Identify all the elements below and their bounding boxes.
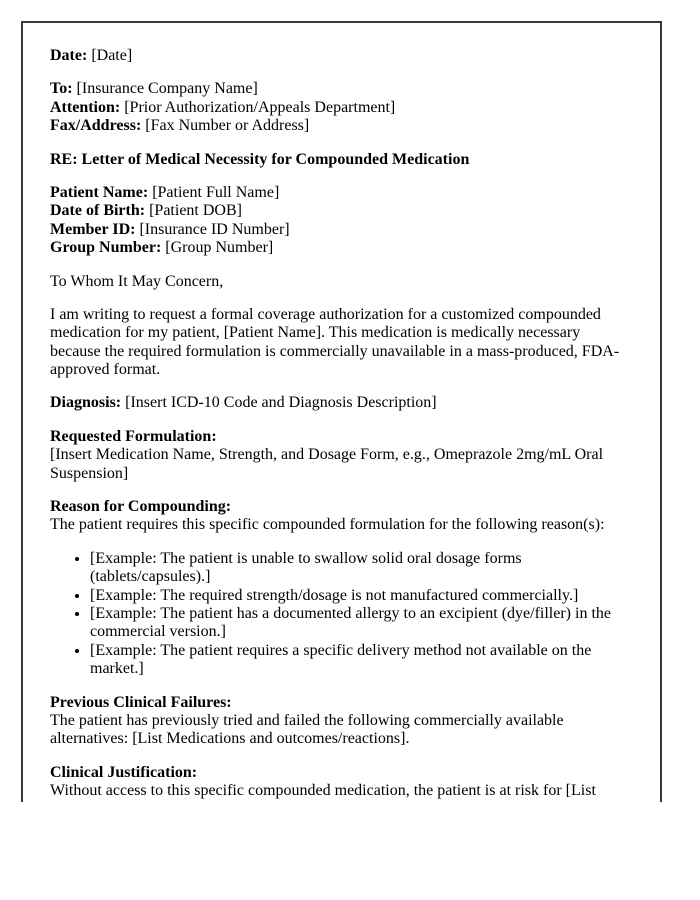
attention-value: [Prior Authorization/Appeals Department] (124, 98, 396, 116)
attention-label: Attention: (50, 98, 121, 116)
clinical-justification-section (50, 764, 633, 801)
date-label: Date: (50, 47, 88, 64)
reason-bullet: • [Example: The required strength/dosage is not manufactured commercially.] (90, 587, 633, 605)
salutation: To Whom It May Concern, (50, 272, 224, 290)
requested-formulation-section (50, 428, 633, 483)
reason-bullet-list (50, 550, 633, 679)
fax-address-label: Fax/Address: (50, 117, 142, 135)
diagnosis-line (50, 394, 633, 412)
previous-clinical-failures-body: The patient has previously tried and failed the following commercially available alternatives: [List Medications and outcomes/reactions]. (50, 711, 564, 748)
diagnosis-label: Diagnosis: (50, 394, 122, 412)
patient-name-label: Patient Name: (50, 183, 149, 201)
group-number-line (50, 239, 633, 257)
date-line (50, 47, 633, 65)
reason-for-compounding-section (50, 498, 633, 535)
reason-bullet: • [Example: The patient requires a specific delivery method not available on the market.] (90, 642, 633, 679)
member-id-label: Member ID: (50, 220, 136, 238)
fax-address-value: [Fax Number or Address] (145, 117, 310, 135)
to-label: To: (50, 80, 73, 98)
diagnosis-value: [Insert ICD-10 Code and Diagnosis Description] (125, 394, 437, 412)
reason-bullet: • [Example: The patient is unable to swallow solid oral dosage forms (tablets/capsules).] (90, 550, 633, 587)
subject-text: RE: Letter of Medical Necessity for Compounded Medication (50, 150, 470, 168)
date-of-birth-value: [Patient DOB] (149, 202, 242, 220)
intro-paragraph: I am writing to request a formal coverage authorization for a customized compounded medication for my patient, [Patient Name]. This medication is medically necessary because the required formulation is commercially unavailable in a mass-produced, FDA-approved format. (50, 305, 620, 379)
previous-clinical-failures-heading: Previous Clinical Failures: (50, 693, 232, 711)
patient-info-block (50, 184, 633, 258)
member-id-value: [Insurance ID Number] (139, 220, 290, 238)
reason-for-compounding-heading: Reason for Compounding: (50, 498, 232, 516)
recipient-block (50, 80, 633, 135)
reason-for-compounding-intro: The patient requires this specific compounded formulation for the following reason(s): (50, 516, 605, 534)
patient-name-line (50, 184, 633, 202)
previous-clinical-failures-section (50, 694, 633, 749)
date-of-birth-line (50, 202, 633, 220)
patient-name-value: [Patient Full Name] (152, 183, 280, 201)
date-of-birth-label: Date of Birth: (50, 202, 146, 220)
date-value: [Date] (91, 47, 133, 64)
member-id-line (50, 221, 633, 239)
fax-address-line (50, 117, 633, 135)
reason-bullet: • [Example: The patient has a documented allergy to an excipient (dye/filler) in the commercial version.] (90, 605, 633, 642)
to-value: [Insurance Company Name] (76, 80, 258, 98)
requested-formulation-body: [Insert Medication Name, Strength, and Dosage Form, e.g., Omeprazole 2mg/mL Oral Suspension] (50, 446, 604, 482)
clinical-justification-body: Without access to this specific compounded medication, the patient is at risk for [List (50, 782, 596, 800)
to-line (50, 80, 633, 98)
group-number-value: [Group Number] (165, 239, 274, 257)
letter-page (21, 21, 662, 802)
subject-line (50, 151, 633, 169)
requested-formulation-heading: Requested Formulation: (50, 427, 217, 445)
group-number-label: Group Number: (50, 239, 162, 257)
attention-line (50, 99, 633, 117)
clinical-justification-heading: Clinical Justification: (50, 763, 198, 781)
